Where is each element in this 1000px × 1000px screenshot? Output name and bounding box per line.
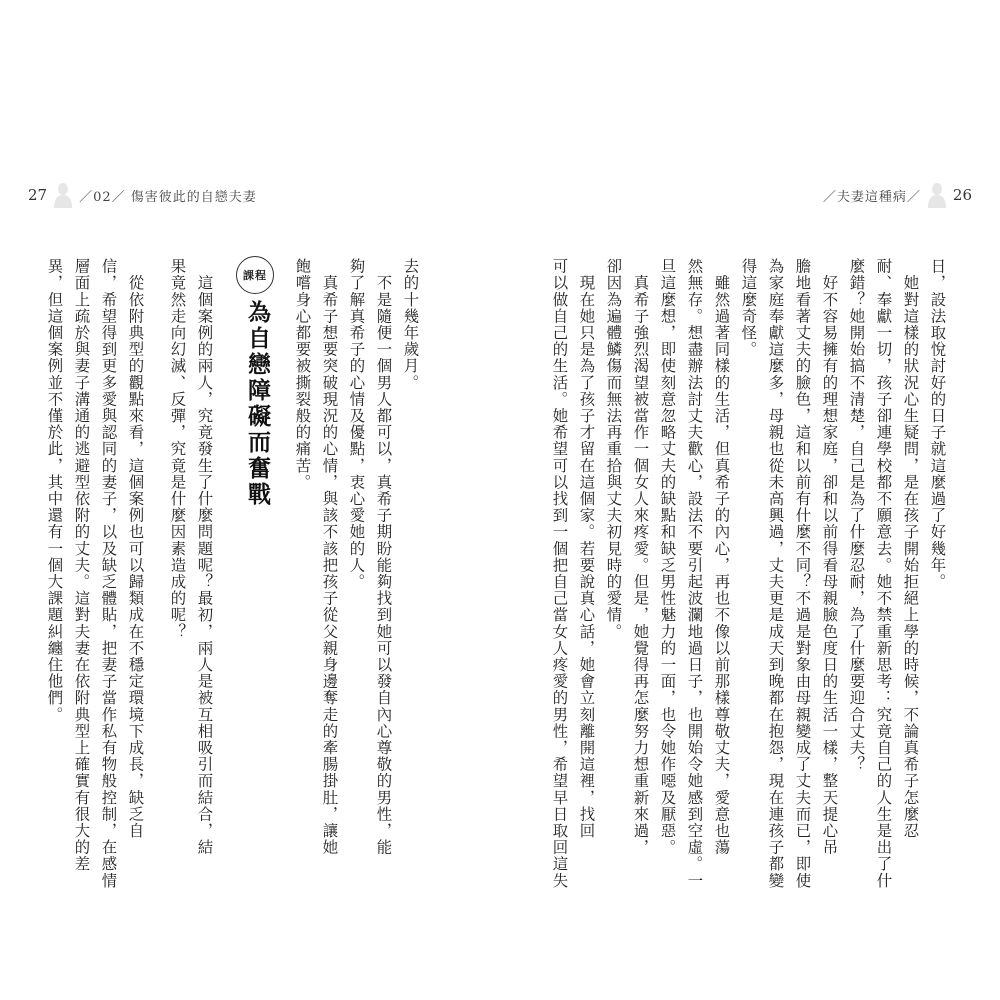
left-page-number: 27 bbox=[28, 186, 48, 204]
text-column: 卻因為遍體鱗傷而無法再重拾與丈夫初見時的愛情。 bbox=[604, 258, 623, 640]
text-column: 去的十幾年歲月。 bbox=[401, 258, 420, 391]
text-column: 然無存。想盡辦法討丈夫歡心，設法不要引起波瀾地過日子，也開始令她感到空虛。一 bbox=[685, 258, 704, 889]
text-column: 旦這麼想，即使刻意忽略丈夫的缺點和缺乏男性魅力的一面，也令她作噁及厭惡。 bbox=[658, 258, 677, 856]
text-column: 好不容易擁有的理想家庭，卻和以前得看母親臉色度日的生活一樣，整天提心吊 bbox=[820, 258, 839, 856]
text-column: 為家庭奉獻這麼多，母親也從未高興過，丈夫更是成天到晚都在抱怨，現在連孩子都變 bbox=[766, 258, 785, 889]
right-page-header bbox=[823, 182, 972, 208]
text-column: 這個案例的兩人，究竟發生了什麼問題呢？最初，兩人是被互相吸引而結合，結 bbox=[195, 258, 214, 856]
person-silhouette-icon bbox=[927, 182, 947, 208]
text-column: 異，但這個案例並不僅於此，其中還有一個大課題糾纏住他們。 bbox=[45, 258, 64, 723]
text-column: 真希子想要突破現況的心情，與該不該把孩子從父親身邊奪走的牽腸掛肚，讓她 bbox=[320, 258, 339, 856]
text-column: 果竟然走向幻滅、反彈，究竟是什麼因素造成的呢？ bbox=[168, 258, 187, 640]
right-running-title: ／夫妻這種病／ bbox=[822, 189, 921, 205]
left-running-title: ／02／ 傷害彼此的自戀夫妻 bbox=[79, 189, 257, 205]
text-column: 得這麼奇怪。 bbox=[739, 258, 758, 358]
text-column: 現在她只是為了孩子才留在這個家。若要說真心話，她會立刻離開這裡，找回 bbox=[577, 258, 596, 839]
text-column: 耐、奉獻一切，孩子卻連學校都不願意去。她不禁重新思考：究竟自己的人生是出了什 bbox=[874, 258, 893, 889]
text-column: 膽地看著丈夫的臉色，這和以前有什麼不同？不過是對象由母親變成了丈夫而已，即使 bbox=[793, 258, 812, 889]
section-heading: 為自戀障礙而奮戰 bbox=[244, 300, 270, 508]
text-column: 真希子強烈渴望被當作一個女人來疼愛。但是，她覺得再怎麼努力想重新來過， bbox=[631, 258, 650, 856]
section-badge bbox=[236, 256, 274, 294]
text-column: 她對這樣的狀況心生疑問，是在孩子開始拒絕上學的時候，不論真希子怎麼忍 bbox=[901, 258, 920, 839]
text-column: 可以做自己的生活。她希望可以找到一個把自己當女人疼愛的男性，希望早日取回這失 bbox=[550, 258, 569, 889]
text-column: 飽嚐身心都要被撕裂般的痛苦。 bbox=[293, 258, 312, 491]
section-badge-label: 課程 bbox=[243, 269, 267, 282]
text-column: 信，希望得到更多愛與認同的妻子，以及缺乏體貼，把妻子當作私有物般控制，在感情 bbox=[99, 258, 118, 889]
text-column: 日，設法取悅討好的日子就這麼過了好幾年。 bbox=[928, 258, 947, 590]
text-column: 從依附典型的觀點來看，這個案例也可以歸類成在不穩定環境下成長，缺乏自 bbox=[126, 258, 145, 839]
left-page-header bbox=[28, 182, 257, 208]
right-page-number: 26 bbox=[952, 186, 972, 204]
text-column: 層面上疏於與妻子溝通的逃避型依附的丈夫。這對夫妻在依附典型上確實有很大的差 bbox=[72, 258, 91, 873]
text-column: 不是隨便一個男人都可以，真希子期盼能夠找到她可以發自內心尊敬的男性，能 bbox=[374, 258, 393, 856]
text-column: 雖然過著同樣的生活，但真希子的內心，再也不像以前那樣尊敬丈夫，愛意也蕩 bbox=[712, 258, 731, 856]
text-column: 麼錯？她開始搞不清楚，自己是為了什麼忍耐，為了什麼要迎合丈夫？ bbox=[847, 258, 866, 773]
person-silhouette-icon bbox=[53, 182, 73, 208]
text-column: 夠了解真希子的心情及優點，衷心愛她的人。 bbox=[347, 258, 366, 590]
